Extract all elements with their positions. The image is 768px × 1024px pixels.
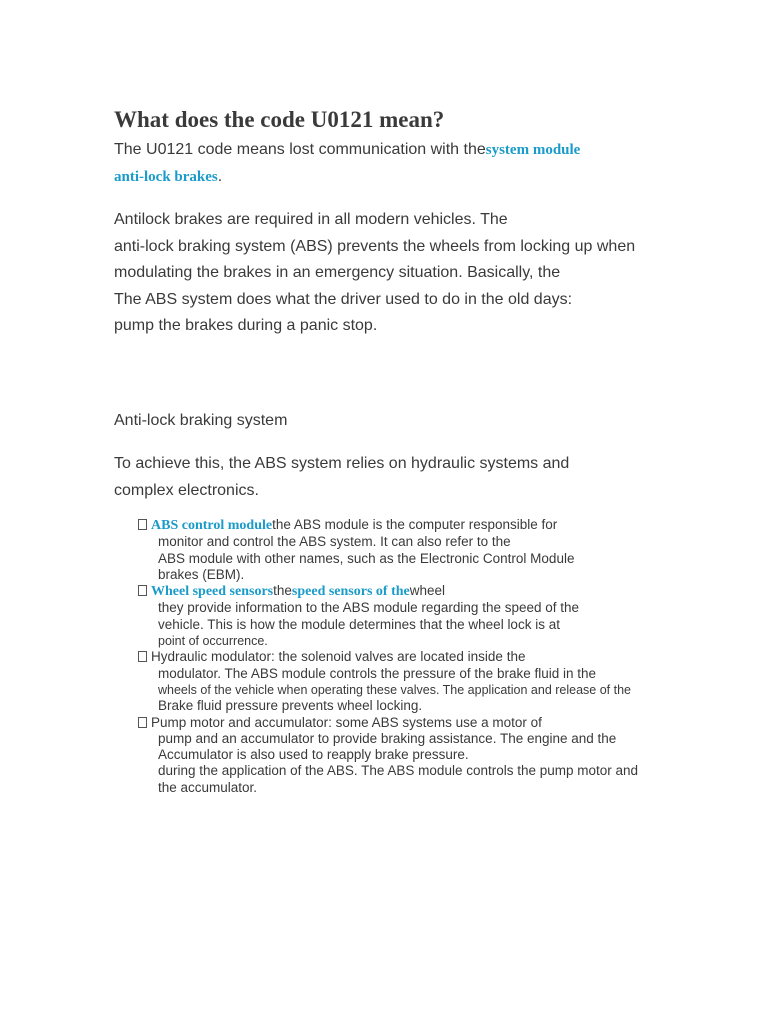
intro-end: . [217,167,223,185]
item-line: pump and an accumulator to provide braking assistance. The engine and the [158,730,617,746]
document-page [114,106,674,796]
list-item-hydraulic-modulator [138,649,674,714]
item-text: the ABS module is the computer responsible for [272,517,558,532]
item-line: modulator. The ABS module controls the pressure of the brake fluid in the [158,665,597,681]
system-module-link[interactable]: system module [485,142,581,158]
paragraph-line: The ABS system does what the driver used to do in the old days: [114,290,573,308]
abs-control-module-link[interactable]: ABS control module [151,518,273,533]
bullet-box-icon [138,651,147,662]
hydraulics-paragraph [114,451,674,504]
paragraph-line: complex electronics. [114,481,259,499]
item-line: the accumulator. [158,779,258,795]
item-line: wheels of the vehicle when operating these valves. The application and release of the [158,682,631,697]
item-text: the [273,583,292,599]
section-subheading: Anti-lock braking system [114,411,288,429]
paragraph-line: Antilock brakes are required in all modern vehicles. The [114,211,508,228]
item-line: Brake fluid pressure prevents wheel locking. [158,698,423,714]
list-item-pump-motor [138,715,674,796]
abs-description-paragraph [114,207,674,340]
component-list [114,517,674,796]
item-line: brakes (EBM). [158,566,245,582]
item-line: point of occurrence. [158,634,268,649]
list-item-abs-control-module [138,517,674,583]
item-line: Accumulator is also used to reapply brake pressure. [158,747,469,763]
item-line: monitor and control the ABS system. It can also refer to the [158,534,511,550]
item-text: Pump motor and accumulator: some ABS systems use a motor of [151,714,542,730]
paragraph-line: anti-lock braking system (ABS) prevents the wheels from locking up when [114,237,636,255]
intro-line-1 [114,137,674,164]
bullet-box-icon [138,519,147,530]
speed-sensors-link[interactable]: speed sensors of the [291,584,410,600]
bullet-box-icon [138,717,147,728]
wheel-speed-sensors-link[interactable]: Wheel speed sensors [151,584,274,600]
item-text: wheel [409,583,446,599]
intro-paragraph [114,137,674,190]
anti-lock-brakes-link[interactable]: anti-lock brakes [114,168,218,185]
item-text: Hydraulic modulator: the solenoid valves are located inside the [151,649,526,665]
item-line: during the application of the ABS. The ABS module controls the pump motor and [158,763,639,779]
item-line: vehicle. This is how the module determines that the wheel lock is at [158,616,560,632]
intro-text: The U0121 code means lost communication with the [114,141,486,158]
item-line: they provide information to the ABS module regarding the speed of the [158,600,580,616]
list-item-wheel-speed-sensors [138,583,674,649]
intro-line-2 [114,164,674,191]
page-title: What does the code U0121 mean? [114,107,445,132]
item-line: ABS module with other names, such as the Electronic Control Module [158,550,575,566]
paragraph-line: modulating the brakes in an emergency situation. Basically, the [114,264,561,281]
bullet-box-icon [138,585,147,596]
paragraph-line: To achieve this, the ABS system relies on hydraulic systems and [114,455,570,472]
paragraph-line: pump the brakes during a panic stop. [114,317,378,334]
